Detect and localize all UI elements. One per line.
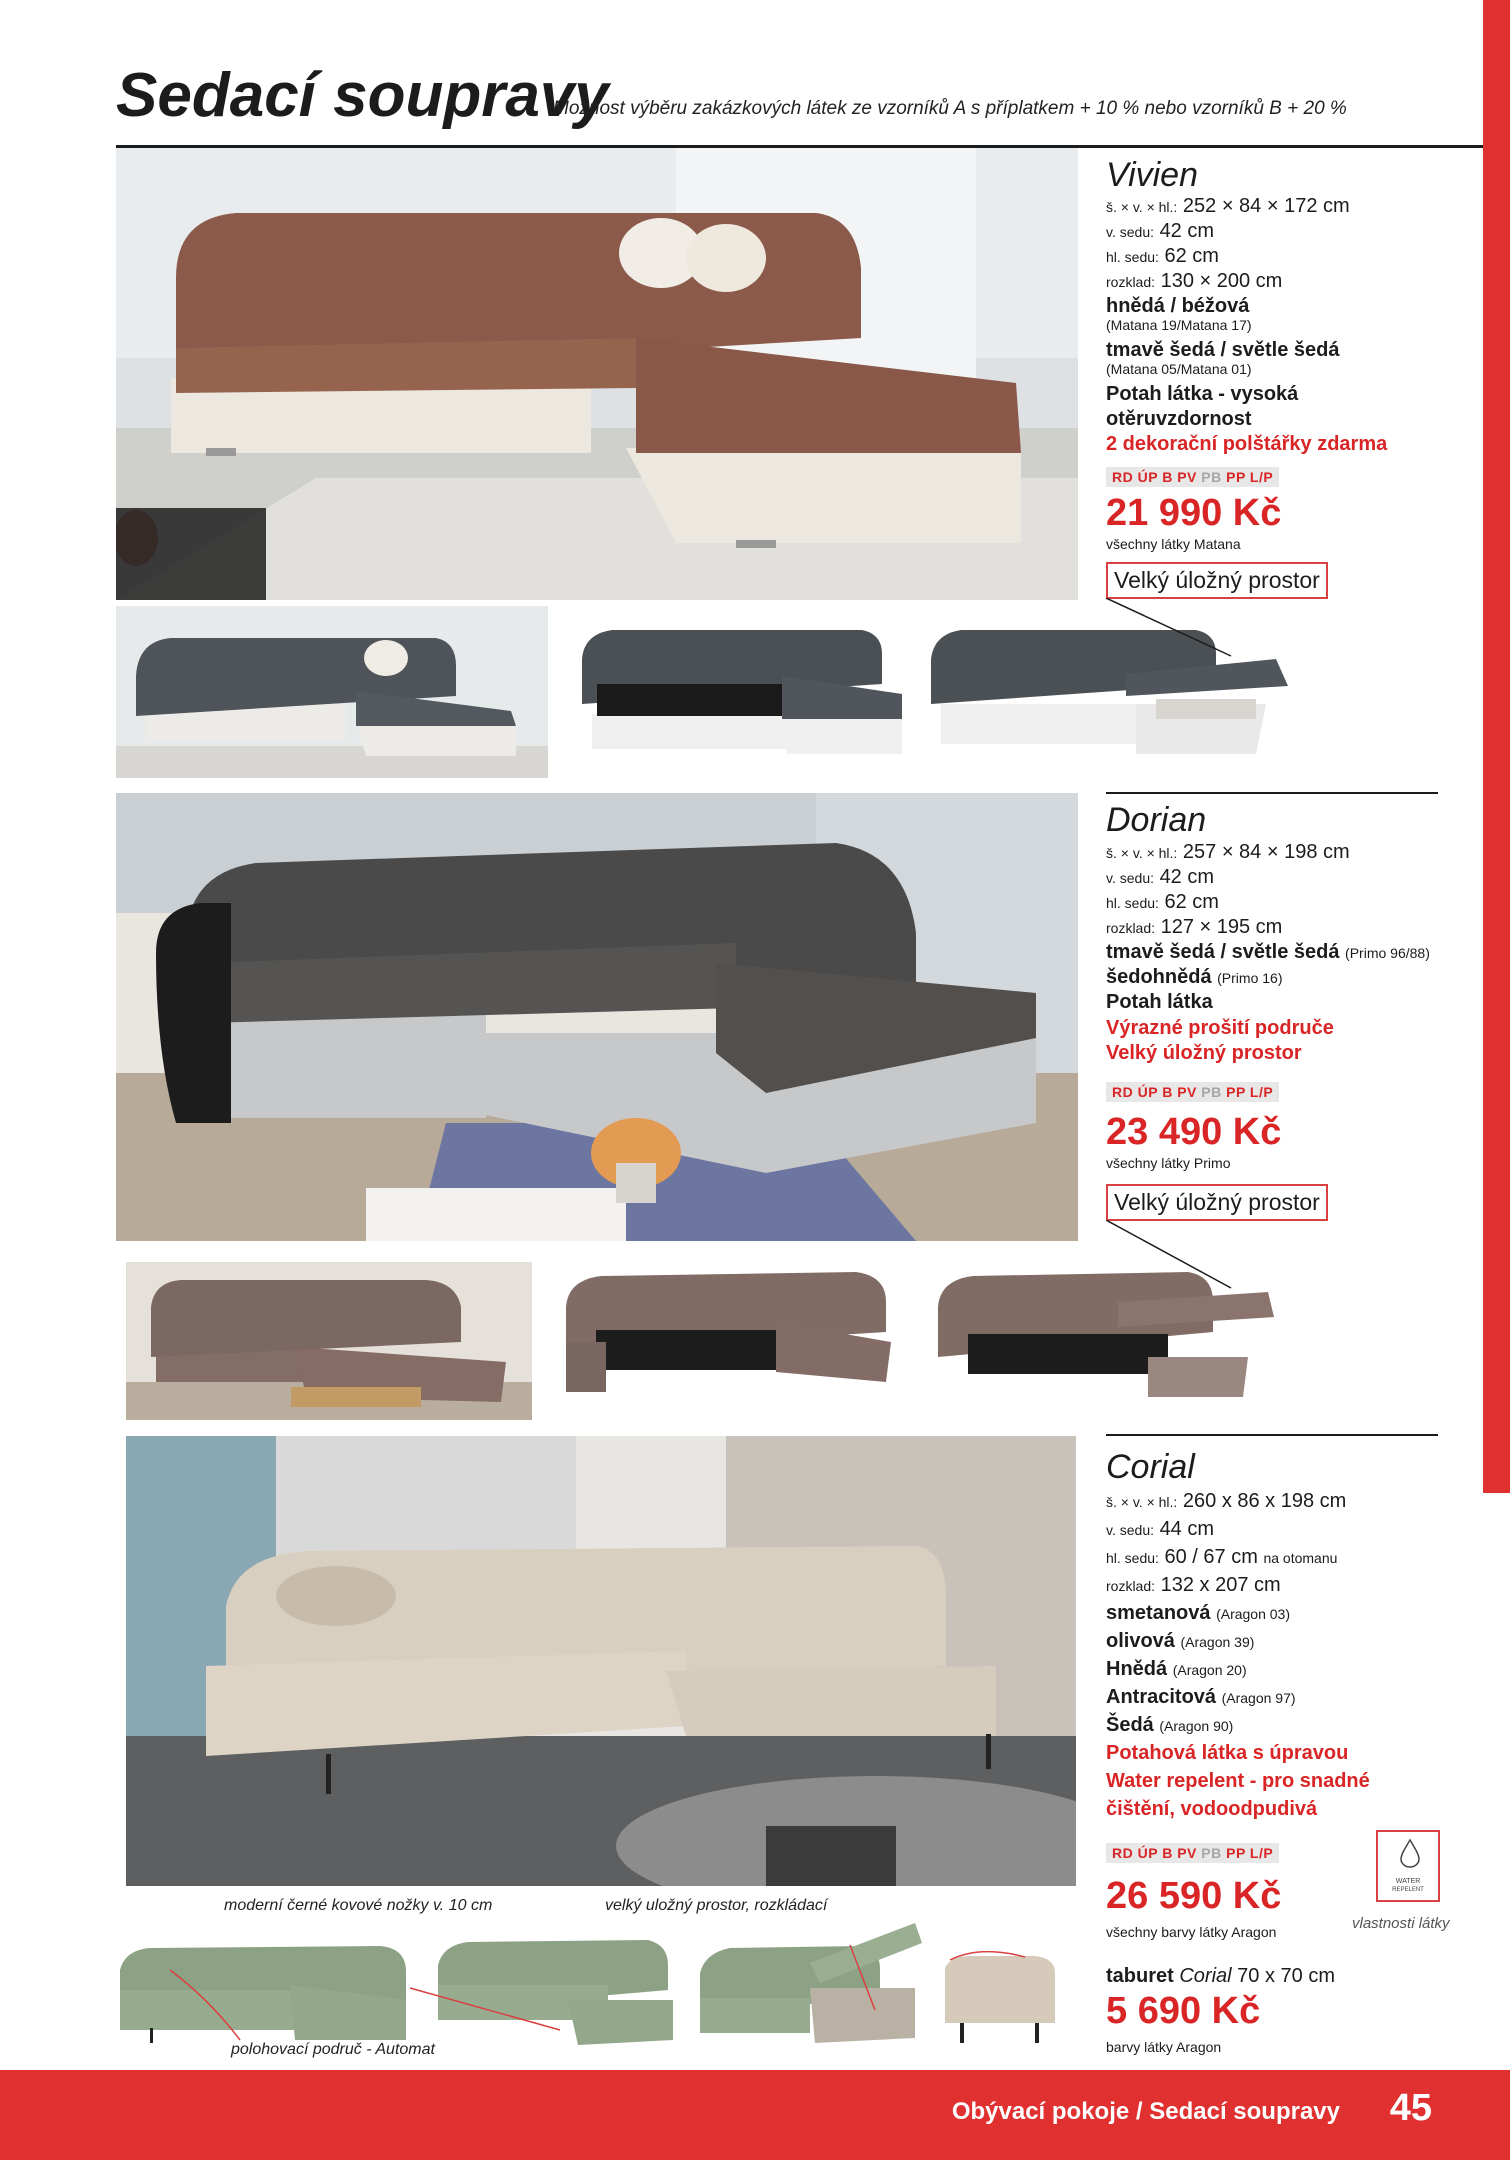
color-code: (Aragon 97) (1221, 1690, 1296, 1706)
side-accent-band (1483, 0, 1510, 1493)
corial-stool-line (1106, 1964, 1335, 1989)
dorian-tags (1106, 1082, 1279, 1102)
vivien-fabric-line-2: otěruvzdornost (1106, 408, 1252, 430)
seat-height-value: 42 cm (1159, 866, 1215, 888)
corial-price: 26 590 Kč (1106, 1875, 1282, 1917)
corial-dims (1106, 1489, 1346, 1515)
corial-color-3 (1106, 1657, 1247, 1683)
tags-red-2: PP L/P (1226, 1084, 1274, 1100)
tags-red: RD ÚP B PV (1112, 1845, 1197, 1861)
dorian-bed-photo (556, 1262, 906, 1420)
vivien-tags (1106, 467, 1279, 487)
vivien-fabric-line-1: Potah látka - vysoká (1106, 383, 1299, 405)
product-name-dorian: Dorian (1106, 801, 1207, 839)
dorian-room-photo (126, 1262, 532, 1420)
water-icon-text-1: WATER (1395, 1878, 1421, 1885)
color-name: olivová (1106, 1630, 1175, 1652)
color-name: tmavě šedá / světle šedá (1106, 941, 1340, 963)
bed-label: rozklad: (1106, 274, 1156, 290)
page-number: 45 (1389, 2087, 1432, 2129)
corial-price-note: všechny barvy látky Aragon (1106, 1924, 1277, 1940)
product-name-vivien: Vivien (1106, 156, 1198, 194)
stool-name: Corial (1179, 1965, 1232, 1987)
color-code: (Aragon 90) (1159, 1718, 1234, 1734)
stool-label: taburet (1106, 1965, 1174, 1987)
color-name: Hnědá (1106, 1658, 1168, 1680)
dims-value: 252 × 84 × 172 cm (1182, 195, 1350, 217)
tags-red: RD ÚP B PV (1112, 469, 1197, 485)
bed-value: 130 × 200 cm (1160, 270, 1283, 292)
seat-depth-value: 62 cm (1164, 891, 1219, 913)
dorian-storage-pointer (1106, 1220, 1236, 1292)
page-title: Sedací soupravy (116, 61, 609, 130)
corial-seat-height (1106, 1517, 1214, 1543)
tags-grey: PB (1201, 469, 1222, 485)
dims-value: 257 × 84 × 198 cm (1182, 841, 1350, 863)
vivien-dims (1106, 194, 1350, 220)
seat-depth-value: 60 / 67 cm (1164, 1546, 1258, 1568)
dorian-color-2 (1106, 965, 1283, 991)
seat-height-label: v. sedu: (1106, 224, 1154, 240)
vivien-feature: 2 dekorační polštářky zdarma (1106, 433, 1388, 455)
dorian-bed-size (1106, 915, 1282, 941)
dims-label: š. × v. × hl.: (1106, 845, 1178, 861)
color-code: (Primo 16) (1217, 970, 1283, 986)
seat-height-label: v. sedu: (1106, 1522, 1154, 1538)
corial-bed-size (1106, 1573, 1281, 1599)
product-name-corial: Corial (1106, 1448, 1195, 1486)
corial-stool-price: 5 690 Kč (1106, 1990, 1261, 2032)
color-name: Šedá (1106, 1714, 1154, 1736)
vivien-storage-pointer (1106, 598, 1236, 660)
vivien-bed-photo (572, 614, 912, 764)
color-code: (Primo 96/88) (1345, 945, 1430, 961)
bed-label: rozklad: (1106, 920, 1156, 936)
vivien-price-note: všechny látky Matana (1106, 536, 1241, 552)
dims-value: 260 x 86 x 198 cm (1182, 1490, 1347, 1512)
vivien-seat-depth (1106, 244, 1219, 270)
vivien-price: 21 990 Kč (1106, 492, 1282, 534)
vivien-color-1: hnědá / béžová (1106, 295, 1250, 317)
tags-red-2: PP L/P (1226, 469, 1274, 485)
seat-depth-note: na otomanu (1263, 1550, 1338, 1566)
corial-stool-note: barvy látky Aragon (1106, 2039, 1222, 2055)
headrest-pointer-lines (150, 1960, 570, 2050)
seat-depth-value: 62 cm (1164, 245, 1219, 267)
dorian-seat-depth (1106, 890, 1219, 916)
storage-pointer-lines (830, 1935, 1030, 2035)
tags-red: RD ÚP B PV (1112, 1084, 1197, 1100)
color-code: (Aragon 03) (1216, 1606, 1290, 1622)
corial-color-1 (1106, 1601, 1290, 1627)
vivien-color-1-code: (Matana 19/Matana 17) (1106, 317, 1252, 333)
dorian-dims (1106, 840, 1350, 866)
color-name: Antracitová (1106, 1686, 1217, 1708)
seat-depth-label: hl. sedu: (1106, 1550, 1159, 1566)
seat-height-label: v. sedu: (1106, 870, 1154, 886)
tags-grey: PB (1201, 1084, 1222, 1100)
caption-legs: moderní černé kovové nožky v. 10 cm (224, 1897, 493, 1914)
dorian-price-note: všechny látky Primo (1106, 1155, 1231, 1171)
vivien-bed-size (1106, 269, 1282, 295)
corial-color-4 (1106, 1685, 1296, 1711)
dims-label: š. × v. × hl.: (1106, 199, 1178, 215)
corial-color-5 (1106, 1713, 1233, 1739)
dorian-price: 23 490 Kč (1106, 1111, 1282, 1153)
color-name: šedohnědá (1106, 966, 1212, 988)
corial-main-photo (126, 1436, 1076, 1886)
seat-height-value: 44 cm (1159, 1518, 1215, 1540)
water-icon-text-2: REPELENT (1392, 1887, 1424, 1893)
dorian-main-photo (116, 793, 1078, 1241)
dims-label: š. × v. × hl.: (1106, 1494, 1178, 1510)
separator-corial (1106, 1434, 1438, 1436)
dorian-storage-callout: Velký úložný prostor (1106, 1184, 1328, 1221)
dorian-feature-1: Výrazné prošití područe (1106, 1017, 1334, 1039)
seat-depth-label: hl. sedu: (1106, 895, 1159, 911)
corial-tags (1106, 1843, 1279, 1863)
tags-red-2: PP L/P (1226, 1845, 1274, 1861)
water-repelent-badge (1376, 1830, 1440, 1902)
stool-dims: 70 x 70 cm (1237, 1965, 1335, 1987)
footer-section-title: Obývací pokoje / Sedací soupravy (951, 2098, 1340, 2125)
dorian-seat-height (1106, 865, 1214, 891)
vivien-storage-callout: Velký úložný prostor (1106, 562, 1328, 599)
corial-feature-3: čištění, vodoodpudivá (1106, 1798, 1318, 1820)
corial-feature-2: Water repelent - pro snadné (1106, 1770, 1370, 1792)
vivien-grey-photo (116, 606, 548, 778)
corial-feature-1: Potahová látka s úpravou (1106, 1742, 1349, 1764)
separator-dorian (1106, 792, 1438, 794)
water-caption: vlastnosti látky (1352, 1915, 1450, 1932)
seat-height-value: 42 cm (1159, 220, 1215, 242)
color-code: (Aragon 39) (1180, 1634, 1255, 1650)
vivien-seat-height (1106, 219, 1214, 245)
dorian-fabric: Potah látka (1106, 991, 1213, 1013)
seat-depth-label: hl. sedu: (1106, 249, 1159, 265)
vivien-color-2: tmavě šedá / světle šedá (1106, 339, 1340, 361)
page-subtitle: Možnost výběru zakázkových látek ze vzorníků A s příplatkem + 10 % nebo vzorníků B + 20 % (553, 98, 1347, 119)
water-drop-icon (1398, 1838, 1422, 1868)
vivien-main-photo (116, 148, 1078, 600)
caption-storage: velký uložný prostor, rozkládací (605, 1897, 828, 1914)
corial-color-2 (1106, 1629, 1254, 1655)
dorian-feature-2: Velký úložný prostor (1106, 1042, 1302, 1064)
dorian-color-1 (1106, 940, 1430, 966)
tags-grey: PB (1201, 1845, 1222, 1861)
bed-value: 132 x 207 cm (1160, 1574, 1281, 1596)
color-name: smetanová (1106, 1602, 1211, 1624)
corial-seat-depth (1106, 1545, 1337, 1571)
color-code: (Aragon 20) (1172, 1662, 1247, 1678)
caption-headrest: polohovací područ - Automat (231, 2041, 435, 2058)
vivien-color-2-code: (Matana 05/Matana 01) (1106, 361, 1252, 377)
bed-value: 127 × 195 cm (1160, 916, 1283, 938)
bed-label: rozklad: (1106, 1578, 1156, 1594)
